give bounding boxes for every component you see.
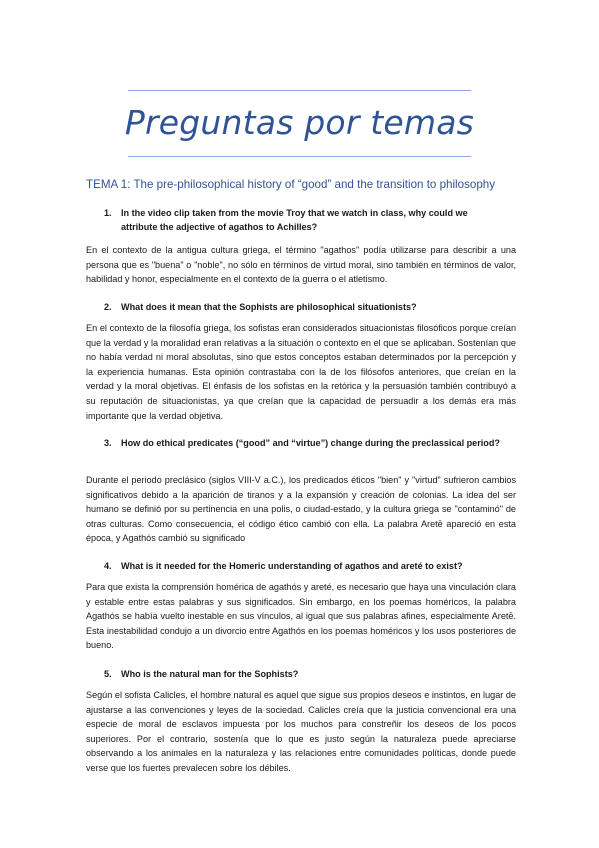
question-number: 5. bbox=[104, 669, 112, 679]
question-text: What is it needed for the Homeric understanding of agathos and areté to exist? bbox=[121, 561, 463, 571]
question-text: In the video clip taken from the movie Troy that we watch in class, why could we attribute the adjective of agathos to Achilles? bbox=[121, 208, 468, 232]
answer-4: Para que exista la comprensión homérica de agathós y areté, es necesario que haya una vinculación clara y estable entre estas palabras y sus significados. Sin embargo, en los poemas homéricos, la palabra Agathós se había vuelto inestable en sus vínculos, al igual que sus palabras afines, especialmente Aretē. Esta inestabilidad condujo a un divorcio entre Agathós en los poemas homéricos y los usos posteriores de bueno. bbox=[86, 582, 516, 651]
section-heading: TEMA 1: The pre-philosophical history of “good” and the transition to philosophy bbox=[86, 178, 496, 191]
question-1 bbox=[104, 206, 504, 234]
question-5 bbox=[104, 667, 504, 681]
question-text: How do ethical predicates (“good” and “virtue”) change during the preclassical period? bbox=[121, 438, 500, 448]
answer-5: Según el sofista Calicles, el hombre natural es aquel que sigue sus propios deseos e instintos, en lugar de ajustarse a las convenciones y leyes de la sociedad. Calicles creía que la justicia convencional era una especie de moral de esclavos impuesta por los muchos para constreñir los deseos de los pocos superiores. Por el contrario, sostenía que lo que es justo según la naturaleza puede apreciarse observando a los animales en la naturaleza y las relaciones entre comunidades políticas, donde puede verse que los fuertes prevalecen sobre los débiles. bbox=[86, 690, 516, 773]
question-text: Who is the natural man for the Sophists? bbox=[121, 669, 299, 679]
question-text: What does it mean that the Sophists are philosophical situationists? bbox=[121, 302, 417, 312]
title-rule-top bbox=[128, 90, 471, 91]
title-rule-bottom bbox=[128, 156, 471, 157]
answer-2: En el contexto de la filosofía griega, los sofistas eran considerados situacionistas filosóficos porque creían que la verdad y la moralidad eran relativas a la situación o contexto en el que se aplicaban. Sostenían que no había verdad ni moral absolutas, sino que estos conceptos estaban determinados por la percepción y la experiencia humanas. Esta opinión contrastaba con la de los filósofos anteriores, que creían en la verdad y la moral objetivas. El énfasis de los sofistas en la retórica y la persuasión también contribuyó a su reputación de situacionistas, ya que creían que la capacidad de persuadir a los demás era más importante que la verdad objetiva. bbox=[86, 323, 516, 421]
page-title: Preguntas por temas bbox=[124, 103, 475, 142]
question-3 bbox=[104, 436, 504, 450]
answer-3: Durante el periodo preclásico (siglos VIII-V a.C.), los predicados éticos "bien" y "virtud" sufrieron cambios significativos debido a la aparición de tiranos y a la expansión y creación de colonias. La idea del ser humano se definió por su pertinencia en una polis, o ciudad-estado, y la cultura griega se "contaminó" de otras culturas. Como consecuencia, el código ético cambió con ella. La palabra Aretē apareció en esta época, y Agathós cambió su significado bbox=[86, 475, 516, 544]
question-number: 1. bbox=[104, 208, 112, 218]
question-4 bbox=[104, 559, 504, 573]
question-2 bbox=[104, 300, 504, 314]
question-number: 2. bbox=[104, 302, 112, 312]
question-number: 4. bbox=[104, 561, 112, 571]
answer-1: En el contexto de la antigua cultura griega, el término "agathos" podía utilizarse para describir a una persona que es "buena" o "noble", no sólo en términos de virtud moral, sino también en términos de valor, habilidad y honor, especialmente en el contexto de la guerra o el atletismo. bbox=[86, 245, 516, 285]
question-number: 3. bbox=[104, 438, 112, 448]
